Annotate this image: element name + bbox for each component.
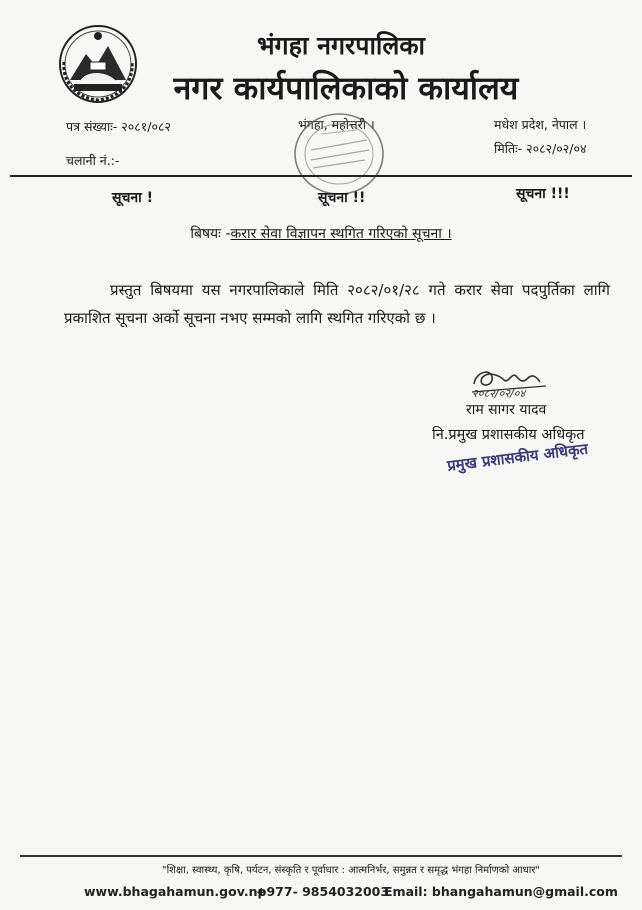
- signatory-title: नि.प्रमुख प्रशासकीय अधिकृत: [432, 427, 585, 443]
- footer-website-link[interactable]: www.bhagahamun.gov.np: [84, 884, 267, 899]
- notice-subject: [0, 224, 642, 243]
- notice-label-center: सूचना !!: [318, 190, 366, 206]
- subject-prefix: बिषयः -: [190, 226, 231, 242]
- footer-divider: [20, 855, 622, 857]
- designation-stamp: प्रमुख प्रशासकीय अधिकृत: [446, 439, 589, 475]
- province-name: मधेश प्रदेश, नेपाल ।: [494, 117, 587, 132]
- municipality-name: भंगहा नगरपालिका: [256, 31, 426, 60]
- notice-body: प्रस्तुत बिषयमा यस नगरपालिकाले मिति २०८२/०१/२८ गते करार सेवा पदपुर्तिका लागि प्रकाशित सूचना अर्को सूचना नभए सम्मको लागि स्थगित गरिएको छ ।: [64, 281, 610, 327]
- header-divider: [10, 175, 632, 177]
- footer-email-link[interactable]: Email: bhangahamun@gmail.com: [384, 884, 618, 899]
- dispatch-number: चलानी नं.:-: [66, 153, 120, 168]
- letter-number: पत्र संख्याः- २०८१/०८२: [66, 119, 171, 134]
- footer-phone: +977- 9854032003: [256, 884, 390, 899]
- notice-label-right: सूचना !!!: [516, 186, 570, 202]
- letter-date: मितिः- २०८२/०२/०४: [494, 141, 587, 156]
- footer-motto: "शिक्षा, स्वास्थ्य, कृषि, पर्यटन, संस्कृति र पूर्वाधार : आत्मनिर्भर, समुन्नत र समृद्ध भंगहा निर्माणको आधार": [161, 865, 541, 876]
- notice-label-left: सूचना !: [112, 190, 154, 206]
- office-name: नगर कार्यपालिकाको कार्यालय: [173, 69, 519, 107]
- signatory-name: राम सागर यादव: [466, 402, 547, 418]
- office-seal-stamp: [281, 110, 393, 200]
- signature-date: २०८२/०२/०४: [472, 387, 526, 400]
- subject-text: करार सेवा विज्ञापन स्थगित गरिएको सूचना ।: [230, 226, 452, 242]
- office-location: भंगहा, महोत्तरी ।: [298, 117, 375, 132]
